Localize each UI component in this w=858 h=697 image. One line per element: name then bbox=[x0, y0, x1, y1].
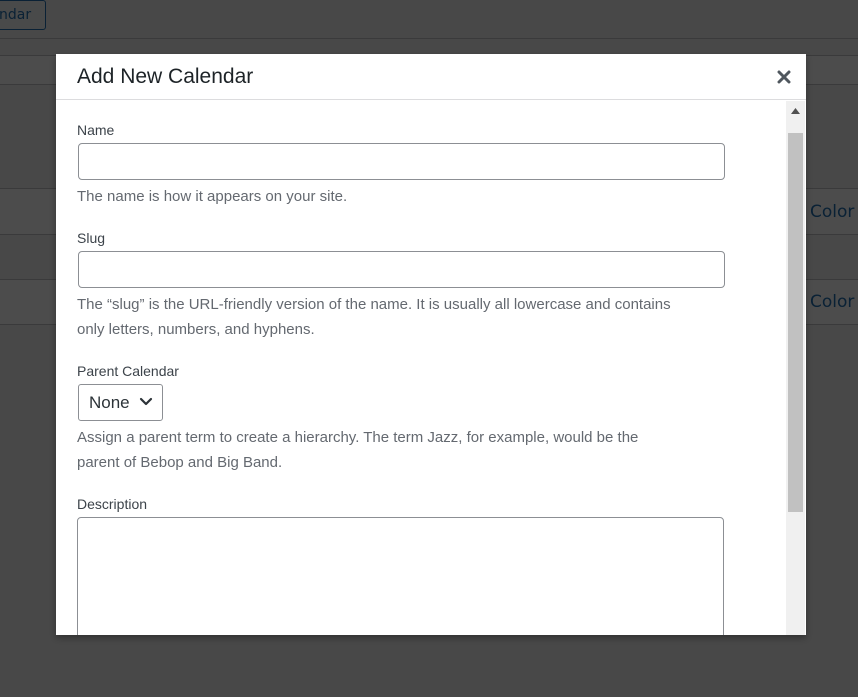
parent-help bbox=[77, 425, 737, 475]
close-button[interactable] bbox=[768, 64, 800, 90]
scrollbar-thumb[interactable] bbox=[788, 133, 803, 512]
slug-help-line: The “slug” is the URL-friendly version of the name. It is usually all lowercase and contains bbox=[77, 296, 671, 313]
description-textarea[interactable] bbox=[77, 517, 724, 635]
arrow-up-icon bbox=[791, 108, 800, 114]
modal-header bbox=[56, 54, 806, 100]
parent-help-line: Assign a parent term to create a hierarchy. The term Jazz, for example, would be the bbox=[77, 429, 639, 446]
scroll-up-button[interactable] bbox=[786, 101, 805, 121]
slug-label: Slug bbox=[77, 230, 106, 246]
description-label: Description bbox=[77, 496, 148, 512]
name-input[interactable] bbox=[78, 143, 725, 180]
parent-calendar-select[interactable] bbox=[78, 384, 163, 421]
slug-input[interactable] bbox=[78, 251, 725, 288]
add-calendar-modal bbox=[56, 54, 806, 635]
modal-title: Add New Calendar bbox=[77, 65, 254, 88]
parent-help-line: parent of Bebop and Big Band. bbox=[77, 454, 283, 471]
close-icon bbox=[777, 70, 791, 84]
modal-body bbox=[56, 101, 786, 635]
parent-calendar-selected: None bbox=[89, 392, 130, 412]
name-label: Name bbox=[77, 122, 115, 138]
name-help: The name is how it appears on your site. bbox=[77, 188, 348, 205]
slug-help bbox=[77, 292, 737, 342]
scrollbar[interactable] bbox=[786, 101, 805, 635]
slug-help-line: only letters, numbers, and hyphens. bbox=[77, 321, 315, 338]
chevron-down-icon bbox=[139, 397, 153, 407]
parent-calendar-label: Parent Calendar bbox=[77, 363, 179, 379]
